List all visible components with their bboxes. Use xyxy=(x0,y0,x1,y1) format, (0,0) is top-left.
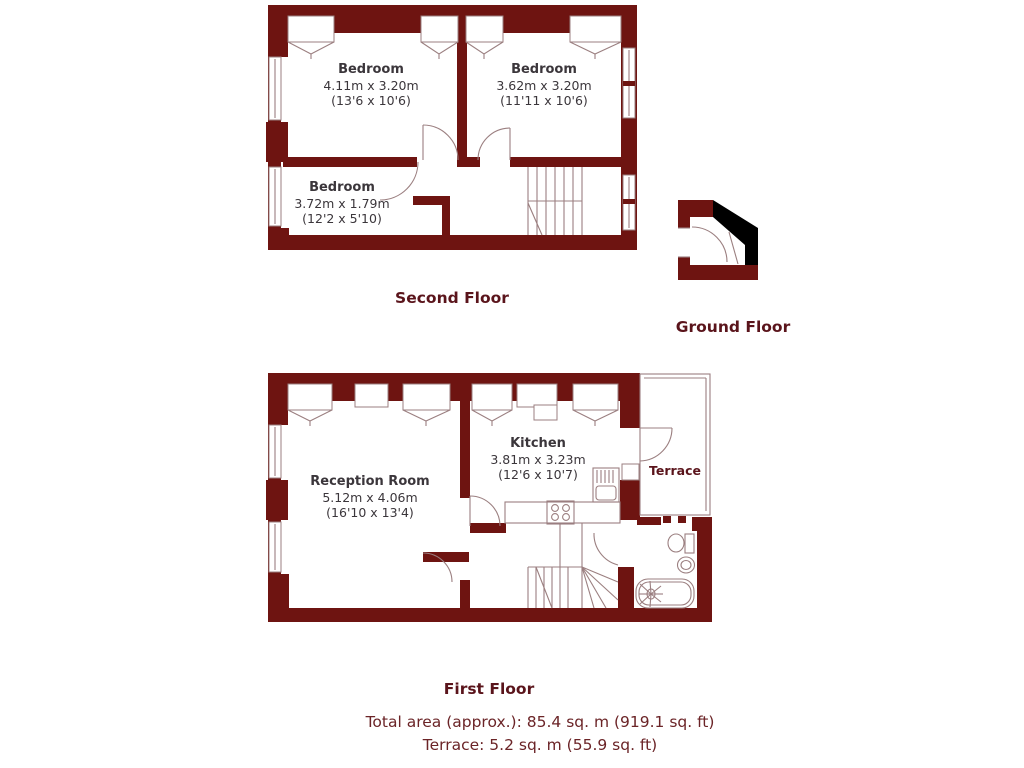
room-dims-imperial: (11'11 x 10'6) xyxy=(500,93,588,109)
room-dims-imperial: (12'6 x 10'7) xyxy=(498,467,578,483)
ground-floor-title: Ground Floor xyxy=(675,318,791,336)
toilet-bowl xyxy=(668,534,684,552)
room-dims-imperial: (12'2 x 5'10) xyxy=(302,211,382,227)
terrace-boundary xyxy=(640,374,710,515)
area-summary xyxy=(366,711,715,758)
room-dims-metric: 4.11m x 3.20m xyxy=(323,77,419,93)
terrace-area-text: Terrace: 5.2 sq. m (55.9 sq. ft) xyxy=(422,736,658,755)
room-dims-imperial: (13'6 x 10'6) xyxy=(331,93,411,109)
room-dims-metric: 3.62m x 3.20m xyxy=(496,77,592,93)
first-floor-staircase xyxy=(528,523,618,608)
room-label-bedroom-3 xyxy=(294,180,389,226)
room-dims-imperial: (16'10 x 13'4) xyxy=(326,505,414,521)
room-dims-metric: 3.72m x 1.79m xyxy=(294,195,390,211)
room-dims-metric: 5.12m x 4.06m xyxy=(322,489,418,505)
room-name: Bedroom xyxy=(309,180,375,195)
second-floor-staircase xyxy=(528,167,582,235)
room-label-kitchen xyxy=(490,436,585,482)
bathroom-fixtures xyxy=(636,534,695,608)
room-name: Reception Room xyxy=(310,474,430,489)
room-dims-metric: 3.81m x 3.23m xyxy=(490,451,586,467)
room-label-reception xyxy=(310,474,429,520)
total-area-text: Total area (approx.): 85.4 sq. m (919.1 sq. ft) xyxy=(365,713,715,731)
ground-floor-plan xyxy=(660,185,770,297)
room-name: Bedroom xyxy=(511,62,577,77)
toilet-tank xyxy=(685,534,694,553)
ground-floor-walls xyxy=(678,200,758,280)
room-name: Kitchen xyxy=(510,436,566,451)
first-floor-title: First Floor xyxy=(443,680,535,698)
room-label-bedroom-1 xyxy=(323,62,418,108)
room-name: Bedroom xyxy=(338,62,404,77)
second-floor-title: Second Floor xyxy=(395,289,509,307)
room-label-bedroom-2 xyxy=(496,62,591,108)
basin xyxy=(678,557,695,573)
room-label-terrace: Terrace xyxy=(649,463,701,478)
